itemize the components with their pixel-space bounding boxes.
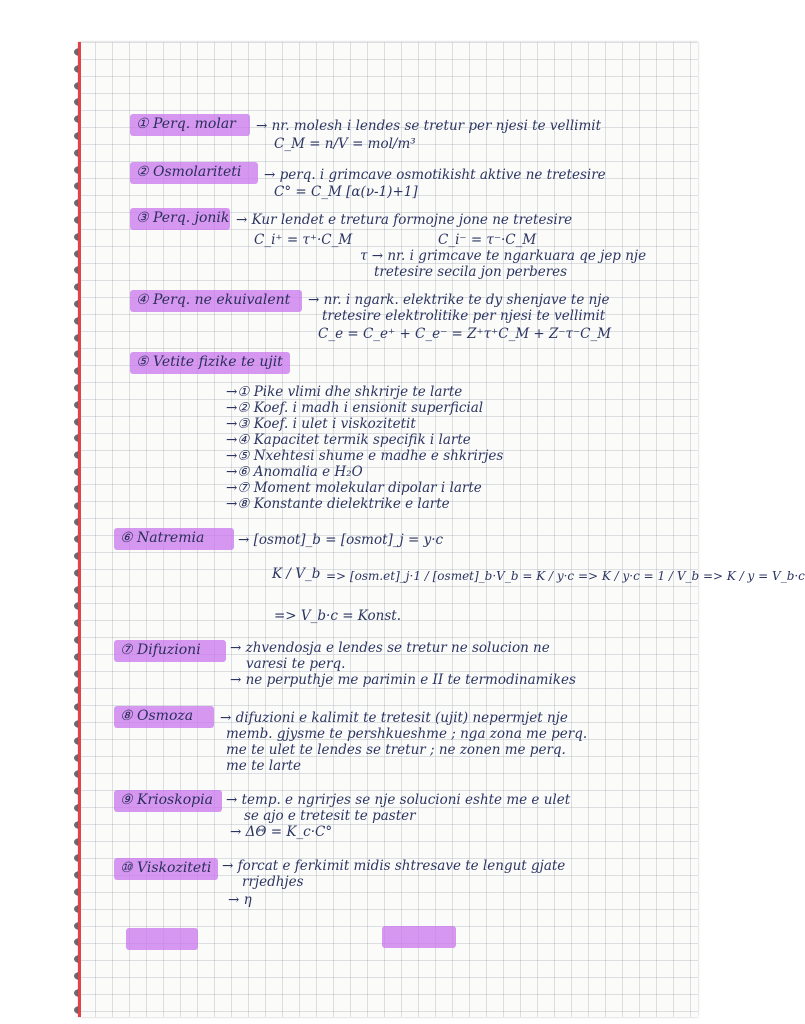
section-9-line-3: → ΔΘ = K_c·C°	[230, 824, 333, 840]
section-9-line-1: → temp. e ngrirjes se nje solucioni eshte me e ulet	[226, 792, 571, 808]
notebook-page	[78, 42, 805, 1017]
section-5-item-8: →⑧ Konstante dielektrike e larte	[226, 496, 450, 512]
section-9-title: ⑨ Krioskopia	[114, 790, 222, 812]
section-7-title: ⑦ Difuzioni	[114, 640, 226, 662]
section-2-line-2: C° = C_M [α(ν-1)+1]	[274, 184, 418, 200]
section-10-line-1: → forcat e ferkimit midis shtresave te lengut gjate	[222, 858, 566, 874]
section-5-item-7: →⑦ Moment molekular dipolar i larte	[226, 480, 482, 496]
section-9-line-2: se ajo e tretesit te paster	[244, 808, 416, 824]
section-5-title: ⑤ Vetite fizike te ujit	[130, 352, 290, 374]
section-7-line-1: → zhvendosja e lendes se tretur ne solucion ne	[230, 640, 550, 656]
margin-line	[78, 42, 81, 1017]
section-5-item-2: →② Koef. i madh i ensionit superficial	[226, 400, 484, 416]
section-8-line-2: memb. gjysme te pershkueshme ; nga zona me perq.	[226, 726, 588, 742]
section-6-line-2: K / V_b	[272, 566, 321, 582]
section-10-line-3: → η	[228, 892, 252, 908]
section-2-title: ② Osmolariteti	[130, 162, 258, 184]
section-3-line-2: C_i⁺ = τ⁺·C_M	[254, 232, 353, 248]
section-4-line-1: → nr. i ngark. elektrike te dy shenjave te nje	[308, 292, 610, 308]
section-1-line-1: → nr. molesh i lendes se tretur per njesi te vellimit	[256, 118, 602, 134]
section-8-line-1: → difuzioni e kalimit te tretesit (ujit) nepermjet nje	[220, 710, 568, 726]
section-5-item-4: →④ Kapacitet termik specifik i larte	[226, 432, 471, 448]
section-1-line-2: C_M = n/V = mol/m³	[274, 136, 416, 152]
section-1-title: ① Perq. molar	[130, 114, 250, 136]
section-8-title: ⑧ Osmoza	[114, 706, 214, 728]
section-2-line-1: → perq. i grimcave osmotikisht aktive ne tretesire	[264, 167, 606, 183]
section-4-line-2: tretesire elektrolitike per njesi te vellimit	[322, 308, 606, 324]
section-7-line-2: varesi te perq.	[246, 656, 346, 672]
section-7-line-3: → ne perputhje me parimin e II te termodinamikes	[230, 672, 576, 688]
relative-viscosity-title	[126, 928, 198, 950]
section-6-line-4: => V_b·c = Konst.	[274, 608, 401, 624]
section-10-title: ⑩ Viskoziteti	[114, 858, 218, 880]
section-3-line-4: τ → nr. i grimcave te ngarkuara qe jep nje	[360, 248, 647, 264]
section-4-line-3: C_e = C_e⁺ + C_e⁻ = Z⁺τ⁺C_M + Z⁻τ⁻C_M	[318, 326, 612, 342]
specific-viscosity-title	[382, 926, 456, 948]
section-3-title: ③ Perq. jonik	[130, 208, 230, 230]
section-5-item-3: →③ Koef. i ulet i viskozitetit	[226, 416, 416, 432]
section-4-title: ④ Perq. ne ekuivalent	[130, 290, 302, 312]
section-5-item-6: →⑥ Anomalia e H₂O	[226, 464, 363, 480]
section-3-line-1: → Kur lendet e tretura formojne jone ne tretesire	[236, 212, 573, 228]
section-3-line-3: C_i⁻ = τ⁻·C_M	[438, 232, 537, 248]
section-6-title: ⑥ Natremia	[114, 528, 234, 550]
section-6-line-3: => [osm.et]_j·1 / [osmet]_b·V_b = K / y·c => K / y·c = 1 / V_b => K / y = V_b·c	[326, 569, 805, 583]
section-8-line-3: me te ulet te lendes se tretur ; ne zonen me perq.	[226, 742, 566, 758]
section-5-item-5: →⑤ Nxehtesi shume e madhe e shkrirjes	[226, 448, 504, 464]
section-6-line-1: → [osmot]_b = [osmot]_j = y·c	[238, 532, 444, 548]
section-3-line-5: tretesire secila jon perberes	[374, 264, 568, 280]
section-8-line-4: me te larte	[226, 758, 302, 774]
section-10-line-2: rrjedhjes	[242, 874, 304, 890]
section-5-item-1: →① Pike vlimi dhe shkrirje te larte	[226, 384, 463, 400]
